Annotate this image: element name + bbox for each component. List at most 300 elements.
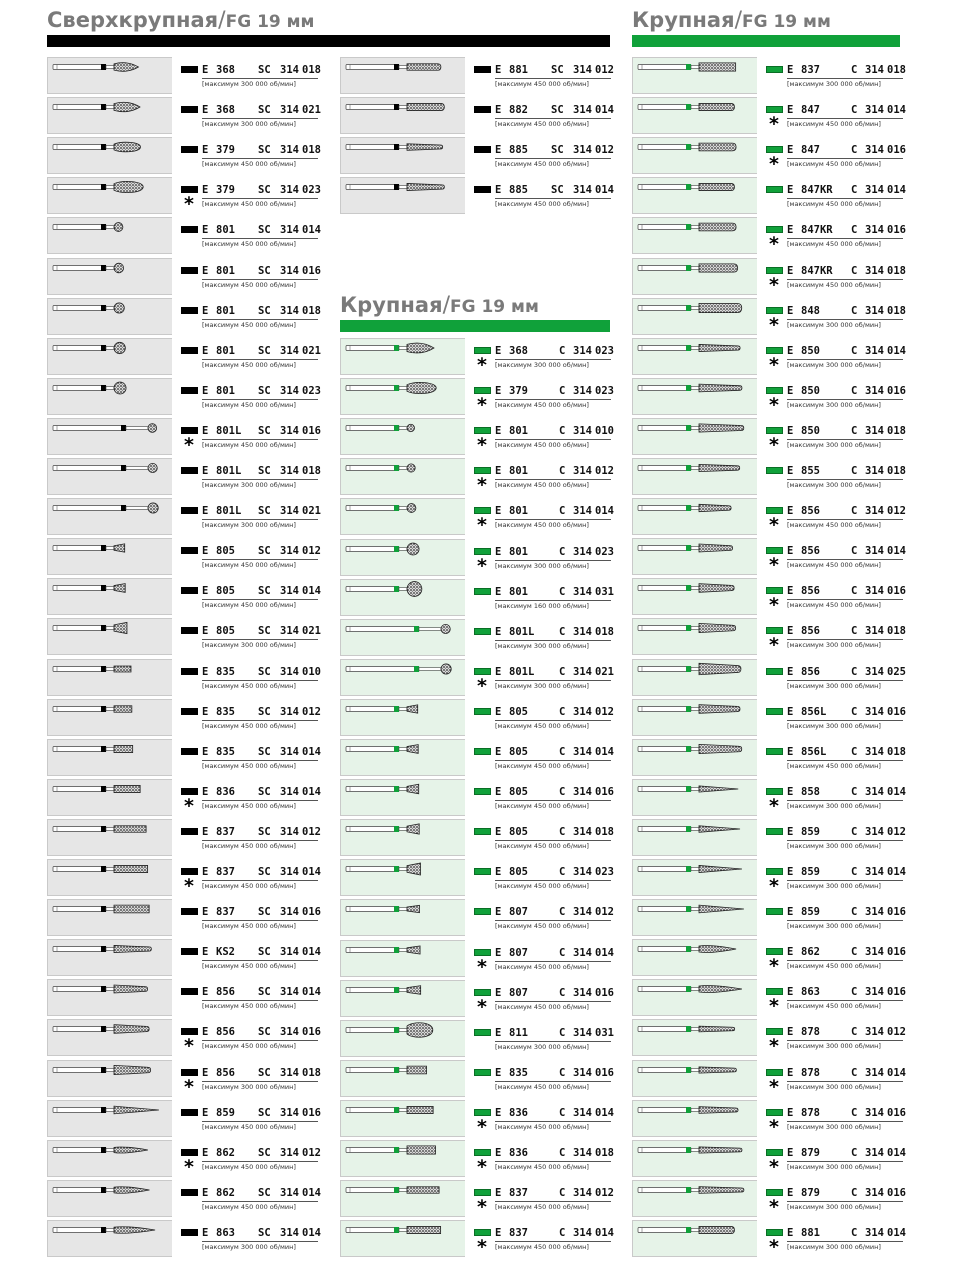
code-prefix: E bbox=[202, 825, 209, 838]
code-size: 018 bbox=[302, 144, 321, 157]
code-grit: C bbox=[851, 545, 858, 558]
bur-shank bbox=[53, 185, 106, 190]
code-grit: C bbox=[851, 585, 858, 598]
bur-illustration-cell bbox=[340, 1220, 465, 1257]
bur-illustration bbox=[633, 419, 758, 456]
code-size: 018 bbox=[595, 625, 614, 638]
code-shank: 314 bbox=[865, 986, 884, 999]
bur-illustration-cell bbox=[47, 498, 172, 535]
bur-shank bbox=[346, 907, 399, 912]
code-family: 379 bbox=[509, 385, 528, 398]
max-speed: [максимум 450 000 об/мин] bbox=[495, 802, 589, 811]
code-family: 379 bbox=[216, 184, 235, 197]
code-shank: 314 bbox=[865, 424, 884, 437]
bur-illustration bbox=[633, 1181, 758, 1218]
code-size: 018 bbox=[302, 64, 321, 76]
catalog-row bbox=[340, 1100, 614, 1138]
bur-illustration bbox=[48, 619, 173, 656]
grit-color-marker bbox=[766, 1069, 783, 1076]
bur-color-ring bbox=[101, 666, 106, 672]
bur-color-ring bbox=[686, 184, 691, 190]
bur-illustration-cell bbox=[340, 378, 465, 415]
grit-color-marker bbox=[181, 788, 198, 795]
bur-neck bbox=[106, 226, 114, 229]
bur-illustration bbox=[633, 820, 758, 857]
bur-info bbox=[172, 458, 321, 495]
bur-color-ring bbox=[101, 345, 106, 351]
product-code bbox=[787, 343, 906, 359]
bur-illustration bbox=[341, 1061, 466, 1098]
code-size: 014 bbox=[887, 1226, 906, 1239]
code-prefix: E bbox=[495, 1147, 502, 1159]
bur-neck bbox=[106, 1188, 114, 1191]
bur-info bbox=[757, 1140, 906, 1178]
code-prefix: E bbox=[787, 304, 794, 317]
code-family: 801 bbox=[216, 344, 235, 357]
code-shank: 314 bbox=[573, 345, 592, 357]
bur-illustration-cell bbox=[632, 338, 757, 375]
bur-illustration bbox=[48, 940, 173, 977]
code-shank: 314 bbox=[865, 384, 884, 397]
catalog-row bbox=[632, 258, 906, 296]
bur-head bbox=[699, 1147, 742, 1153]
catalog-row bbox=[632, 177, 906, 214]
code-underline bbox=[495, 359, 611, 360]
code-prefix: E bbox=[495, 625, 502, 638]
star-marker: * bbox=[477, 514, 487, 537]
code-grit: SC bbox=[258, 1186, 271, 1199]
bur-shank bbox=[638, 1067, 691, 1072]
bur-info bbox=[757, 699, 906, 736]
bur-shank bbox=[53, 1067, 106, 1072]
bur-shank bbox=[346, 987, 399, 992]
bur-head bbox=[114, 1186, 149, 1193]
code-underline bbox=[495, 78, 611, 79]
code-prefix: E bbox=[202, 264, 209, 277]
code-family: 835 bbox=[509, 1066, 528, 1079]
product-code bbox=[787, 263, 906, 279]
code-family: 856L bbox=[801, 745, 827, 758]
bur-info bbox=[172, 538, 321, 575]
bur-info bbox=[172, 899, 321, 936]
bur-head bbox=[699, 986, 742, 993]
code-size: 023 bbox=[595, 866, 614, 879]
product-code bbox=[787, 303, 906, 319]
bur-illustration-cell bbox=[47, 418, 172, 455]
code-grit: C bbox=[851, 906, 858, 919]
max-speed: [максимум 300 000 об/мин] bbox=[202, 1082, 296, 1091]
bur-shank bbox=[53, 225, 106, 230]
bur-shank bbox=[638, 826, 691, 831]
product-code bbox=[202, 664, 321, 680]
bur-illustration-cell bbox=[47, 97, 172, 134]
bur-shank bbox=[53, 1147, 106, 1152]
bur-info bbox=[465, 739, 614, 776]
bur-head bbox=[699, 63, 736, 71]
product-code bbox=[787, 463, 906, 479]
code-family: 848 bbox=[801, 304, 820, 317]
bur-illustration-cell bbox=[47, 57, 172, 94]
bur-shank bbox=[638, 987, 691, 992]
grit-color-marker bbox=[766, 988, 783, 995]
product-code bbox=[787, 1225, 906, 1241]
bur-color-ring bbox=[686, 986, 691, 992]
code-shank: 314 bbox=[865, 1106, 884, 1119]
code-underline bbox=[202, 319, 318, 320]
catalog-row bbox=[632, 458, 906, 495]
bur-info bbox=[757, 1060, 906, 1098]
bur-neck bbox=[106, 146, 114, 149]
code-shank: 314 bbox=[280, 144, 299, 157]
bur-neck bbox=[691, 346, 699, 349]
max-speed: [максимум 450 000 об/мин] bbox=[202, 721, 296, 730]
grit-color-marker bbox=[181, 307, 198, 314]
code-size: 010 bbox=[302, 665, 321, 678]
bur-neck bbox=[106, 1229, 114, 1232]
code-shank: 314 bbox=[573, 1106, 592, 1119]
code-family: 847KR bbox=[801, 224, 833, 237]
max-speed: [максимум 300 000 об/мин] bbox=[787, 641, 881, 650]
code-family: 811 bbox=[509, 1026, 528, 1039]
product-code bbox=[787, 784, 906, 800]
code-shank: 314 bbox=[280, 1146, 299, 1159]
bur-illustration bbox=[633, 98, 758, 135]
code-grit: SC bbox=[258, 264, 271, 277]
bur-illustration-cell bbox=[632, 97, 757, 134]
bur-color-ring bbox=[394, 345, 399, 351]
bur-illustration bbox=[341, 499, 466, 536]
bur-color-ring bbox=[686, 826, 691, 832]
bur-head bbox=[407, 144, 443, 151]
code-family: 801 bbox=[509, 585, 528, 598]
bur-color-ring bbox=[686, 866, 691, 872]
bur-illustration bbox=[341, 620, 466, 657]
star-marker: * bbox=[477, 554, 487, 577]
code-prefix: E bbox=[202, 424, 209, 437]
code-grit: C bbox=[851, 1226, 858, 1239]
code-family: 368 bbox=[216, 104, 235, 117]
code-prefix: E bbox=[202, 946, 209, 959]
code-grit: C bbox=[851, 304, 858, 317]
bur-neck bbox=[691, 1108, 699, 1111]
catalog-row bbox=[340, 699, 614, 736]
bur-color-ring bbox=[686, 545, 691, 551]
section-title-sub: FG 19 мм bbox=[449, 297, 539, 317]
code-grit: C bbox=[559, 385, 566, 398]
section-bar-coarse-middle bbox=[340, 320, 610, 332]
code-prefix: E bbox=[495, 705, 502, 718]
code-prefix: E bbox=[787, 825, 794, 838]
code-family: 856 bbox=[801, 585, 820, 598]
code-family: 801 bbox=[216, 384, 235, 397]
code-prefix: E bbox=[495, 746, 502, 758]
bur-info bbox=[465, 498, 614, 537]
max-speed: [максимум 300 000 об/мин] bbox=[787, 1242, 881, 1251]
code-grit: SC bbox=[258, 64, 271, 76]
bur-info bbox=[172, 378, 321, 415]
bur-head bbox=[699, 464, 740, 471]
bur-illustration-cell bbox=[632, 298, 757, 335]
code-prefix: E bbox=[202, 184, 209, 197]
bur-info bbox=[757, 498, 906, 537]
star-marker: * bbox=[769, 433, 779, 456]
code-size: 014 bbox=[887, 1066, 906, 1079]
code-size: 016 bbox=[887, 705, 906, 718]
code-family: 801 bbox=[509, 505, 528, 518]
bur-neck bbox=[106, 948, 114, 951]
bur-illustration-cell bbox=[340, 859, 465, 896]
bur-illustration bbox=[341, 1181, 466, 1218]
code-shank: 314 bbox=[280, 1026, 299, 1039]
code-family: 862 bbox=[216, 1186, 235, 1199]
bur-shank bbox=[638, 185, 691, 190]
bur-info bbox=[172, 298, 321, 335]
code-grit: C bbox=[559, 665, 566, 678]
bur-illustration-cell bbox=[340, 57, 465, 94]
bur-shank bbox=[346, 65, 399, 70]
code-grit: SC bbox=[258, 866, 271, 878]
code-shank: 314 bbox=[865, 745, 884, 758]
code-size: 016 bbox=[887, 1186, 906, 1199]
star-marker: * bbox=[769, 1115, 779, 1138]
star-marker: * bbox=[769, 594, 779, 617]
code-underline bbox=[202, 399, 318, 400]
code-prefix: E bbox=[787, 465, 794, 477]
bur-illustration-cell bbox=[340, 177, 465, 214]
max-speed: [максимум 450 000 об/мин] bbox=[495, 1243, 589, 1252]
bur-shank bbox=[53, 1227, 106, 1232]
grit-color-marker bbox=[181, 427, 198, 434]
catalog-row bbox=[340, 338, 614, 376]
bur-illustration bbox=[341, 459, 466, 496]
star-marker: * bbox=[184, 1035, 194, 1058]
code-grit: SC bbox=[258, 545, 271, 558]
code-shank: 314 bbox=[865, 344, 884, 357]
code-grit: C bbox=[559, 946, 566, 959]
catalog-row bbox=[632, 659, 906, 696]
code-underline bbox=[202, 78, 318, 79]
code-prefix: E bbox=[787, 705, 794, 718]
code-grit: SC bbox=[258, 1066, 271, 1079]
bur-neck bbox=[106, 868, 114, 871]
bur-shank bbox=[346, 145, 399, 150]
code-prefix: E bbox=[495, 786, 502, 799]
code-size: 012 bbox=[595, 1187, 614, 1200]
bur-illustration-cell bbox=[47, 578, 172, 615]
code-prefix: E bbox=[202, 1226, 209, 1239]
bur-neck bbox=[691, 1188, 699, 1191]
bur-head bbox=[699, 344, 740, 351]
code-family: 881 bbox=[801, 1226, 820, 1239]
bur-shank bbox=[638, 265, 691, 270]
code-grit: C bbox=[559, 986, 566, 999]
code-grit: SC bbox=[258, 705, 271, 718]
bur-head bbox=[407, 104, 444, 111]
bur-head bbox=[114, 63, 138, 71]
bur-illustration bbox=[341, 1221, 466, 1258]
bur-illustration-cell bbox=[632, 418, 757, 455]
bur-illustration bbox=[633, 178, 758, 215]
grit-color-marker bbox=[766, 627, 783, 634]
code-shank: 314 bbox=[280, 64, 299, 76]
code-underline bbox=[495, 399, 611, 400]
bur-shank bbox=[346, 1107, 399, 1112]
bur-head bbox=[699, 424, 744, 432]
bur-color-ring bbox=[121, 505, 126, 511]
catalog-row bbox=[47, 1140, 321, 1178]
product-code bbox=[495, 1025, 614, 1041]
grit-color-marker bbox=[181, 1069, 198, 1076]
max-speed: [максимум 450 000 об/мин] bbox=[202, 1162, 296, 1171]
bur-color-ring bbox=[686, 1187, 691, 1193]
bur-illustration bbox=[341, 1021, 466, 1058]
bur-illustration bbox=[341, 580, 466, 617]
bur-illustration-cell bbox=[47, 739, 172, 776]
bur-neck bbox=[399, 908, 407, 911]
bur-info bbox=[465, 177, 614, 214]
bur-shank bbox=[638, 105, 691, 110]
max-speed: [максимум 450 000 об/мин] bbox=[202, 922, 296, 931]
code-family: 878 bbox=[801, 1106, 820, 1119]
catalog-row bbox=[632, 97, 906, 136]
code-shank: 314 bbox=[865, 585, 884, 598]
bur-neck bbox=[106, 346, 114, 349]
product-code bbox=[495, 343, 614, 359]
catalog-row bbox=[47, 298, 321, 335]
catalog-row bbox=[632, 1180, 906, 1218]
grit-color-marker bbox=[474, 186, 491, 193]
bur-info bbox=[172, 819, 321, 856]
grit-color-marker bbox=[474, 467, 491, 474]
bur-info bbox=[172, 618, 321, 655]
code-family: 837 bbox=[509, 1187, 528, 1200]
star-marker: * bbox=[184, 193, 194, 216]
grit-color-marker bbox=[474, 507, 491, 514]
code-prefix: E bbox=[495, 545, 502, 558]
code-grit: C bbox=[851, 1146, 858, 1159]
product-code bbox=[787, 423, 906, 439]
section-title-coarse-right bbox=[632, 8, 831, 33]
code-family: 847 bbox=[801, 144, 820, 157]
star-marker: * bbox=[477, 1115, 487, 1138]
code-size: 014 bbox=[887, 104, 906, 117]
bur-shank bbox=[53, 867, 106, 872]
code-family: 837 bbox=[216, 825, 235, 838]
bur-illustration bbox=[341, 660, 466, 697]
bur-illustration bbox=[48, 780, 173, 817]
code-shank: 314 bbox=[280, 946, 299, 959]
code-family: 859 bbox=[801, 825, 820, 838]
star-marker: * bbox=[477, 434, 487, 457]
code-grit: SC bbox=[258, 1026, 271, 1039]
code-prefix: E bbox=[202, 866, 209, 878]
catalog-row bbox=[340, 940, 614, 978]
max-speed: [максимум 300 000 об/мин] bbox=[787, 320, 881, 329]
code-family: 850 bbox=[801, 344, 820, 357]
bur-neck bbox=[691, 988, 699, 991]
code-underline bbox=[787, 1040, 903, 1041]
max-speed: [максимум 450 000 об/мин] bbox=[202, 681, 296, 690]
code-grit: C bbox=[851, 144, 858, 157]
bur-head bbox=[114, 223, 123, 232]
max-speed: [максимум 450 000 об/мин] bbox=[495, 160, 589, 169]
code-underline bbox=[787, 279, 903, 280]
code-size: 014 bbox=[302, 745, 321, 758]
bur-illustration-cell bbox=[47, 899, 172, 936]
bur-illustration-cell bbox=[632, 899, 757, 936]
bur-neck bbox=[399, 748, 407, 751]
code-underline bbox=[202, 1201, 318, 1202]
code-family: 801L bbox=[509, 665, 535, 678]
code-grit: SC bbox=[258, 625, 271, 638]
code-underline bbox=[787, 800, 903, 801]
code-size: 023 bbox=[595, 385, 614, 398]
catalog-row bbox=[47, 739, 321, 776]
max-speed: [максимум 450 000 об/мин] bbox=[495, 521, 589, 530]
grit-color-marker bbox=[766, 948, 783, 955]
code-family: 878 bbox=[801, 1026, 820, 1039]
catalog-row bbox=[47, 979, 321, 1016]
product-code bbox=[202, 864, 321, 880]
grit-color-marker bbox=[181, 267, 198, 274]
bur-color-ring bbox=[414, 626, 419, 632]
bur-illustration bbox=[48, 1221, 173, 1258]
bur-shank bbox=[53, 987, 106, 992]
bur-illustration-cell bbox=[340, 338, 465, 375]
bur-color-ring bbox=[394, 546, 399, 552]
code-grit: C bbox=[851, 465, 858, 477]
bur-neck bbox=[106, 1108, 114, 1111]
code-size: 014 bbox=[302, 946, 321, 959]
bur-color-ring bbox=[101, 64, 106, 70]
bur-color-ring bbox=[686, 666, 691, 672]
code-grit: C bbox=[559, 1066, 566, 1079]
catalog-row bbox=[632, 859, 906, 897]
code-size: 014 bbox=[887, 184, 906, 197]
bur-neck bbox=[399, 1028, 407, 1031]
code-family: 862 bbox=[801, 946, 820, 959]
bur-info bbox=[465, 980, 614, 1018]
bur-info bbox=[172, 739, 321, 776]
bur-illustration bbox=[341, 178, 466, 215]
max-speed: [максимум 450 000 об/мин] bbox=[787, 521, 881, 530]
catalog-row bbox=[632, 618, 906, 657]
code-grit: C bbox=[851, 785, 858, 798]
code-family: 835 bbox=[216, 665, 235, 678]
bur-shank bbox=[53, 1027, 106, 1032]
code-underline bbox=[787, 680, 903, 681]
code-shank: 314 bbox=[573, 585, 592, 598]
code-underline bbox=[787, 519, 903, 520]
code-size: 014 bbox=[887, 866, 906, 878]
bur-head bbox=[407, 184, 444, 191]
code-underline bbox=[495, 640, 611, 641]
grit-color-marker bbox=[474, 668, 491, 675]
code-prefix: E bbox=[202, 986, 209, 999]
product-code bbox=[787, 142, 906, 158]
bur-head bbox=[114, 182, 143, 193]
code-prefix: E bbox=[202, 585, 209, 598]
code-prefix: E bbox=[202, 344, 209, 357]
star-marker: * bbox=[769, 313, 779, 336]
code-family: 882 bbox=[509, 104, 528, 117]
code-family: 859 bbox=[801, 906, 820, 919]
catalog-row bbox=[47, 939, 321, 976]
bur-illustration bbox=[48, 339, 173, 376]
code-size: 016 bbox=[302, 1026, 321, 1039]
code-shank: 314 bbox=[573, 144, 592, 157]
bur-shank bbox=[53, 1187, 106, 1192]
